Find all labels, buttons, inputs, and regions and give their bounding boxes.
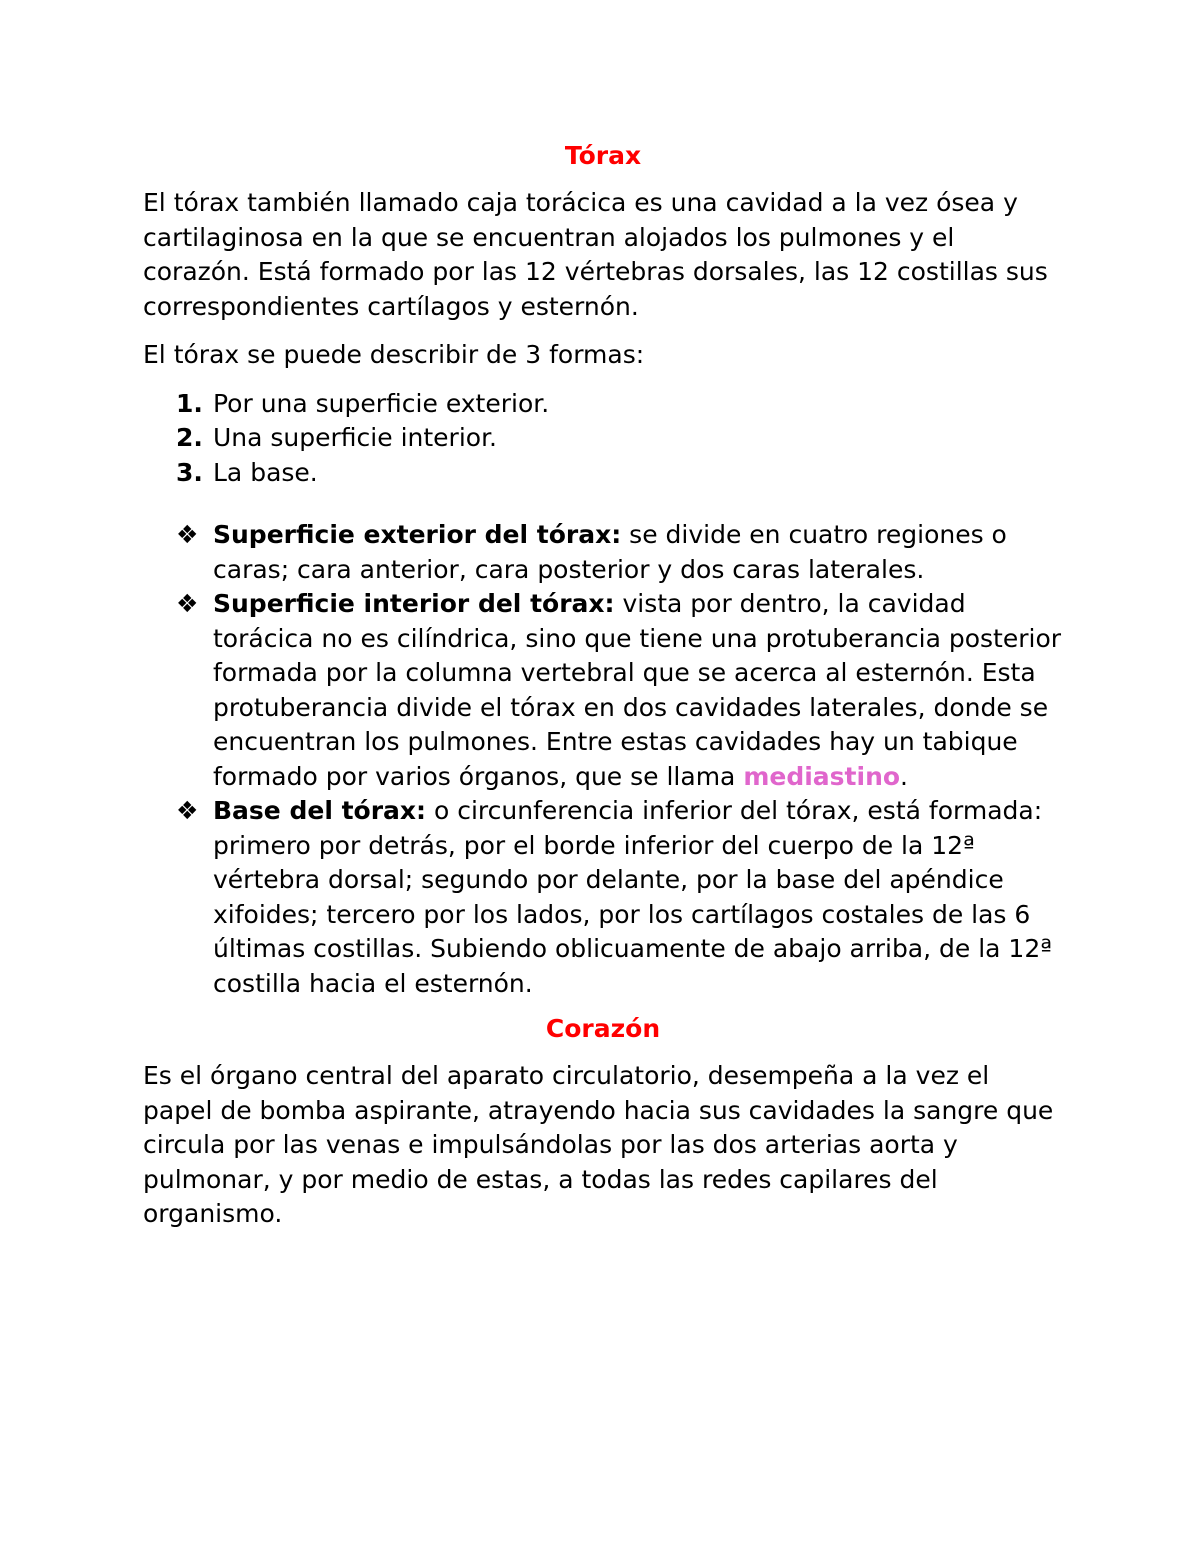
document-page <box>143 138 1063 1246</box>
list-number: 2. <box>176 423 203 452</box>
list-item <box>176 387 1063 422</box>
definition-text-end: . <box>900 761 908 791</box>
list-number: 3. <box>176 457 203 487</box>
list-item-text: Por una superficie exterior. <box>213 388 550 418</box>
definition-text: se divide en cuatro regiones o caras; cara anterior, cara posterior y dos caras laterales. <box>213 520 1007 584</box>
list-item-text: Una superficie interior. <box>213 423 497 452</box>
diamond-bullet-icon: ❖ <box>176 796 199 825</box>
list-item-text: La base. <box>213 457 318 487</box>
heading-torax: Tórax <box>564 141 642 170</box>
term-base-torax: Base del tórax: <box>213 796 427 825</box>
list-item <box>176 794 1063 1001</box>
paragraph-corazon: Es el órgano central del aparato circulatorio, desempeña a la vez el papel de bomba aspirante, atrayendo hacia sus cavidades la sangre que circula por las venas e impulsándolas por las dos arterias aorta y pulmonar, y por medio de estas, a todas las redes capilares del organismo. <box>143 1061 1054 1228</box>
numbered-list-formas <box>143 387 1063 491</box>
heading-corazon: Corazón <box>545 1014 661 1043</box>
list-item <box>176 456 1063 491</box>
paragraph-torax-intro: El tórax también llamado caja torácica es una cavidad a la vez ósea y cartilaginosa en la que se encuentran alojados los pulmones y el corazón. Está formado por las 12 vértebras dorsales, las 12 costillas sus correspondientes cartílagos y esternón. <box>143 188 1048 321</box>
diamond-bullet-icon: ❖ <box>176 589 199 618</box>
diamond-bullet-icon: ❖ <box>176 520 199 549</box>
paragraph-formas-intro: El tórax se puede describir de 3 formas: <box>143 340 645 369</box>
term-superficie-exterior: Superficie exterior del tórax: <box>213 520 622 549</box>
list-item <box>176 518 1063 587</box>
list-item <box>176 587 1063 794</box>
list-item <box>176 421 1063 456</box>
definition-text: vista por dentro, la cavidad torácica no es cilíndrica, sino que tiene una protuberancia posterior formada por la columna vertebral que se acerca al esternón. Esta protuberancia divide el tórax en dos cavidades laterales, donde se encuentran los pulmones. Entre estas cavidades hay un tabique formado por varios órganos, que se llama <box>213 589 1062 791</box>
definition-text: o circunferencia inferior del tórax, está formada: primero por detrás, por el borde inferior del cuerpo de la 12ª vértebra dorsal; segundo por delante, por la base del apéndice xifoides; tercero por los lados, por los cartílagos costales de las 6 últimas costillas. Subiendo oblicuamente de abajo arriba, de la 12ª costilla hacia el esternón. <box>213 796 1053 998</box>
bullet-list-regiones <box>143 518 1063 1001</box>
term-superficie-interior: Superficie interior del tórax: <box>213 589 615 618</box>
highlighted-term-mediastino: mediastino <box>743 761 901 791</box>
list-number: 1. <box>176 388 203 418</box>
